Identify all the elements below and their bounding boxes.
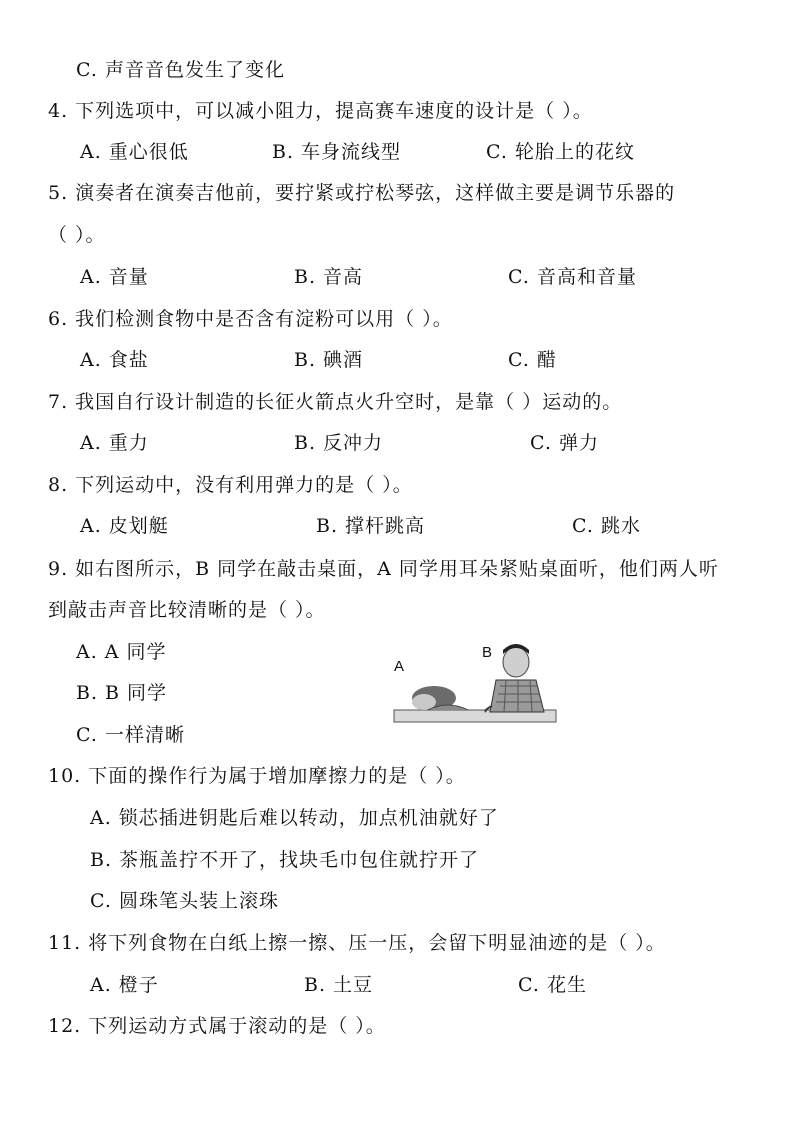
- q9-option-a: A. A 同学: [76, 641, 167, 663]
- q11-option-c: C. 花生: [518, 974, 587, 996]
- q10-option-b: B. 茶瓶盖拧不开了，找块毛巾包住就拧开了: [90, 849, 480, 871]
- q10-option-c: C. 圆珠笔头装上滚珠: [90, 890, 279, 912]
- q4-option-b: B. 车身流线型: [272, 141, 402, 163]
- q5-option-b: B. 音高: [294, 266, 364, 288]
- q4-option-a: A. 重心很低: [80, 141, 189, 163]
- q10-option-a: A. 锁芯插进钥匙后难以转动，加点机油就好了: [90, 807, 499, 829]
- q11-option-a: A. 橙子: [90, 974, 159, 996]
- q9-option-b: B. B 同学: [76, 682, 168, 704]
- q5-option-c: C. 音高和音量: [508, 266, 637, 288]
- student-b-shirt: [490, 680, 544, 712]
- q9-stem-line1: 9. 如右图所示，B 同学在敲击桌面，A 同学用耳朵紧贴桌面听，他们两人听: [48, 558, 719, 580]
- student-b-head: [503, 647, 529, 677]
- q3-option-c: C. 声音音色发生了变化: [76, 59, 285, 81]
- q7-option-b: B. 反冲力: [294, 432, 384, 454]
- q9-stem-line2: 到敲击声音比较清晰的是（ ）。: [48, 599, 326, 621]
- q10-stem: 10. 下面的操作行为属于增加摩擦力的是（ ）。: [48, 765, 466, 787]
- q5-option-a: A. 音量: [80, 266, 149, 288]
- q8-stem: 8. 下列运动中，没有利用弹力的是（ ）。: [48, 474, 413, 496]
- q6-option-a: A. 食盐: [80, 349, 149, 371]
- q5-stem-line1: 5. 演奏者在演奏吉他前，要拧紧或拧松琴弦，这样做主要是调节乐器的: [48, 182, 676, 204]
- figure-label-b: B: [482, 644, 493, 661]
- figure-label-a: A: [394, 658, 405, 675]
- q11-stem: 11. 将下列食物在白纸上擦一擦、压一压，会留下明显油迹的是（ ）。: [48, 932, 666, 954]
- q7-option-a: A. 重力: [80, 432, 149, 454]
- q8-option-a: A. 皮划艇: [80, 515, 169, 537]
- q5-stem-line2: （ ）。: [48, 224, 106, 246]
- q12-stem: 12. 下列运动方式属于滚动的是（ ）。: [48, 1015, 386, 1037]
- q11-option-b: B. 土豆: [304, 974, 374, 996]
- q6-option-c: C. 醋: [508, 349, 557, 371]
- q6-option-b: B. 碘酒: [294, 349, 364, 371]
- q7-option-c: C. 弹力: [530, 432, 599, 454]
- q8-option-b: B. 撑杆跳高: [316, 515, 426, 537]
- q6-stem: 6. 我们检测食物中是否含有淀粉可以用（ ）。: [48, 308, 453, 330]
- students-listening-illustration: [388, 640, 560, 730]
- q8-option-c: C. 跳水: [572, 515, 641, 537]
- q4-stem: 4. 下列选项中，可以减小阻力，提高赛车速度的设计是（ ）。: [48, 100, 593, 122]
- q4-option-c: C. 轮胎上的花纹: [486, 141, 635, 163]
- q7-stem: 7. 我国自行设计制造的长征火箭点火升空时，是靠（ ）运动的。: [48, 391, 623, 413]
- q9-figure: [388, 640, 560, 730]
- q9-option-c: C. 一样清晰: [76, 724, 185, 746]
